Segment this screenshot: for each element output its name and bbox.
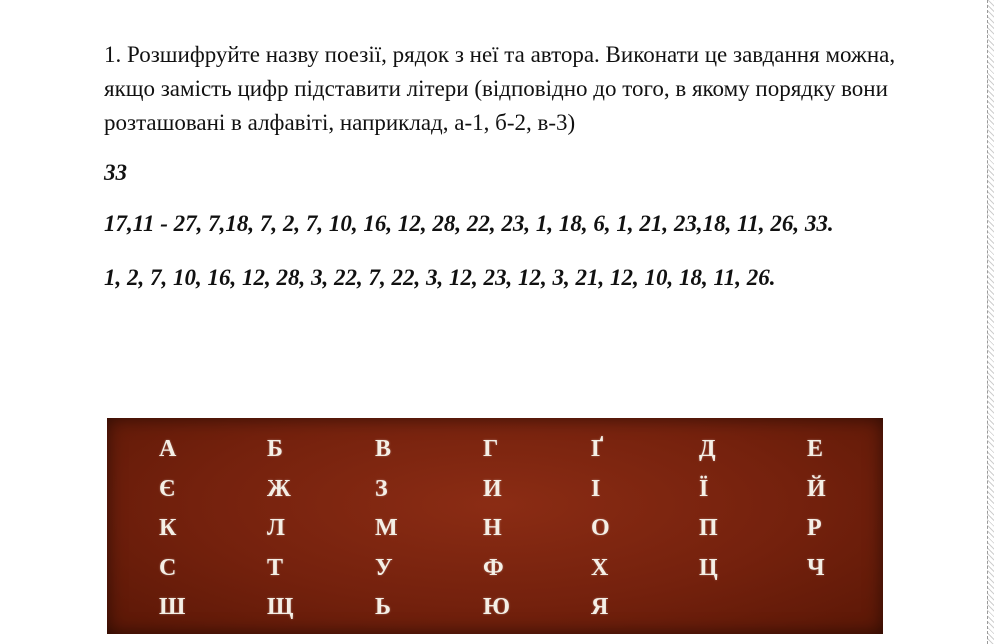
alphabet-letter: Ц: [699, 554, 718, 581]
alphabet-letter: Щ: [267, 594, 294, 621]
alphabet-letter: К: [159, 515, 177, 542]
alphabet-letter: У: [375, 554, 393, 581]
alphabet-letter: И: [483, 475, 502, 502]
alphabet-letter: Е: [807, 436, 824, 463]
alphabet-letter: Ч: [807, 554, 825, 581]
alphabet-letter: М: [375, 515, 398, 542]
alphabet-letter: Х: [591, 554, 609, 581]
alphabet-letter: Ь: [375, 594, 391, 621]
alphabet-letter: Ґ: [591, 436, 604, 463]
alphabet-letter: Р: [807, 515, 822, 542]
alphabet-letter: Я: [591, 594, 609, 621]
alphabet-letter: Ф: [483, 554, 504, 581]
alphabet-grid: [137, 430, 893, 628]
alphabet-letter: О: [591, 515, 610, 542]
alphabet-letter: І: [591, 475, 601, 502]
alphabet-letter: Ї: [699, 475, 709, 502]
alphabet-letter: С: [159, 554, 177, 581]
alphabet-letter: Ю: [483, 594, 511, 621]
alphabet-letter: Є: [159, 475, 176, 502]
page-edge: [987, 0, 994, 644]
alphabet-letter: Ж: [267, 475, 291, 502]
alphabet-letter: Й: [807, 475, 826, 502]
alphabet-letter: Ш: [159, 594, 186, 621]
alphabet-letter: З: [375, 475, 388, 502]
alphabet-letter: Г: [483, 436, 499, 463]
task-instructions: 1. Розшифруйте назву поезії, рядок з неї та автора. Виконати це завдання можна, якщо замість цифр підставити літери (відповідно до того, в якому порядку вони розташовані в алфавіті, наприклад, а-1, б-2, в-3): [104, 42, 896, 135]
cipher-line-1: 33: [104, 160, 127, 185]
alphabet-letter: А: [159, 436, 177, 463]
cipher-line-3: 1, 2, 7, 10, 16, 12, 28, 3, 22, 7, 22, 3, 12, 23, 12, 3, 21, 12, 10, 18, 11, 26.: [104, 265, 776, 290]
alphabet-letter: Т: [267, 554, 284, 581]
alphabet-letter: Л: [267, 515, 285, 542]
alphabet-letter: В: [375, 436, 392, 463]
cipher-line-2: 17,11 - 27, 7,18, 7, 2, 7, 10, 16, 12, 28, 22, 23, 1, 18, 6, 1, 21, 23,18, 11, 26, 33.: [104, 211, 834, 236]
alphabet-letter: П: [699, 515, 718, 542]
alphabet-letter: Н: [483, 515, 502, 542]
alphabet-letter: Д: [699, 436, 716, 463]
alphabet-table: [107, 418, 883, 634]
alphabet-letter: Б: [267, 436, 283, 463]
